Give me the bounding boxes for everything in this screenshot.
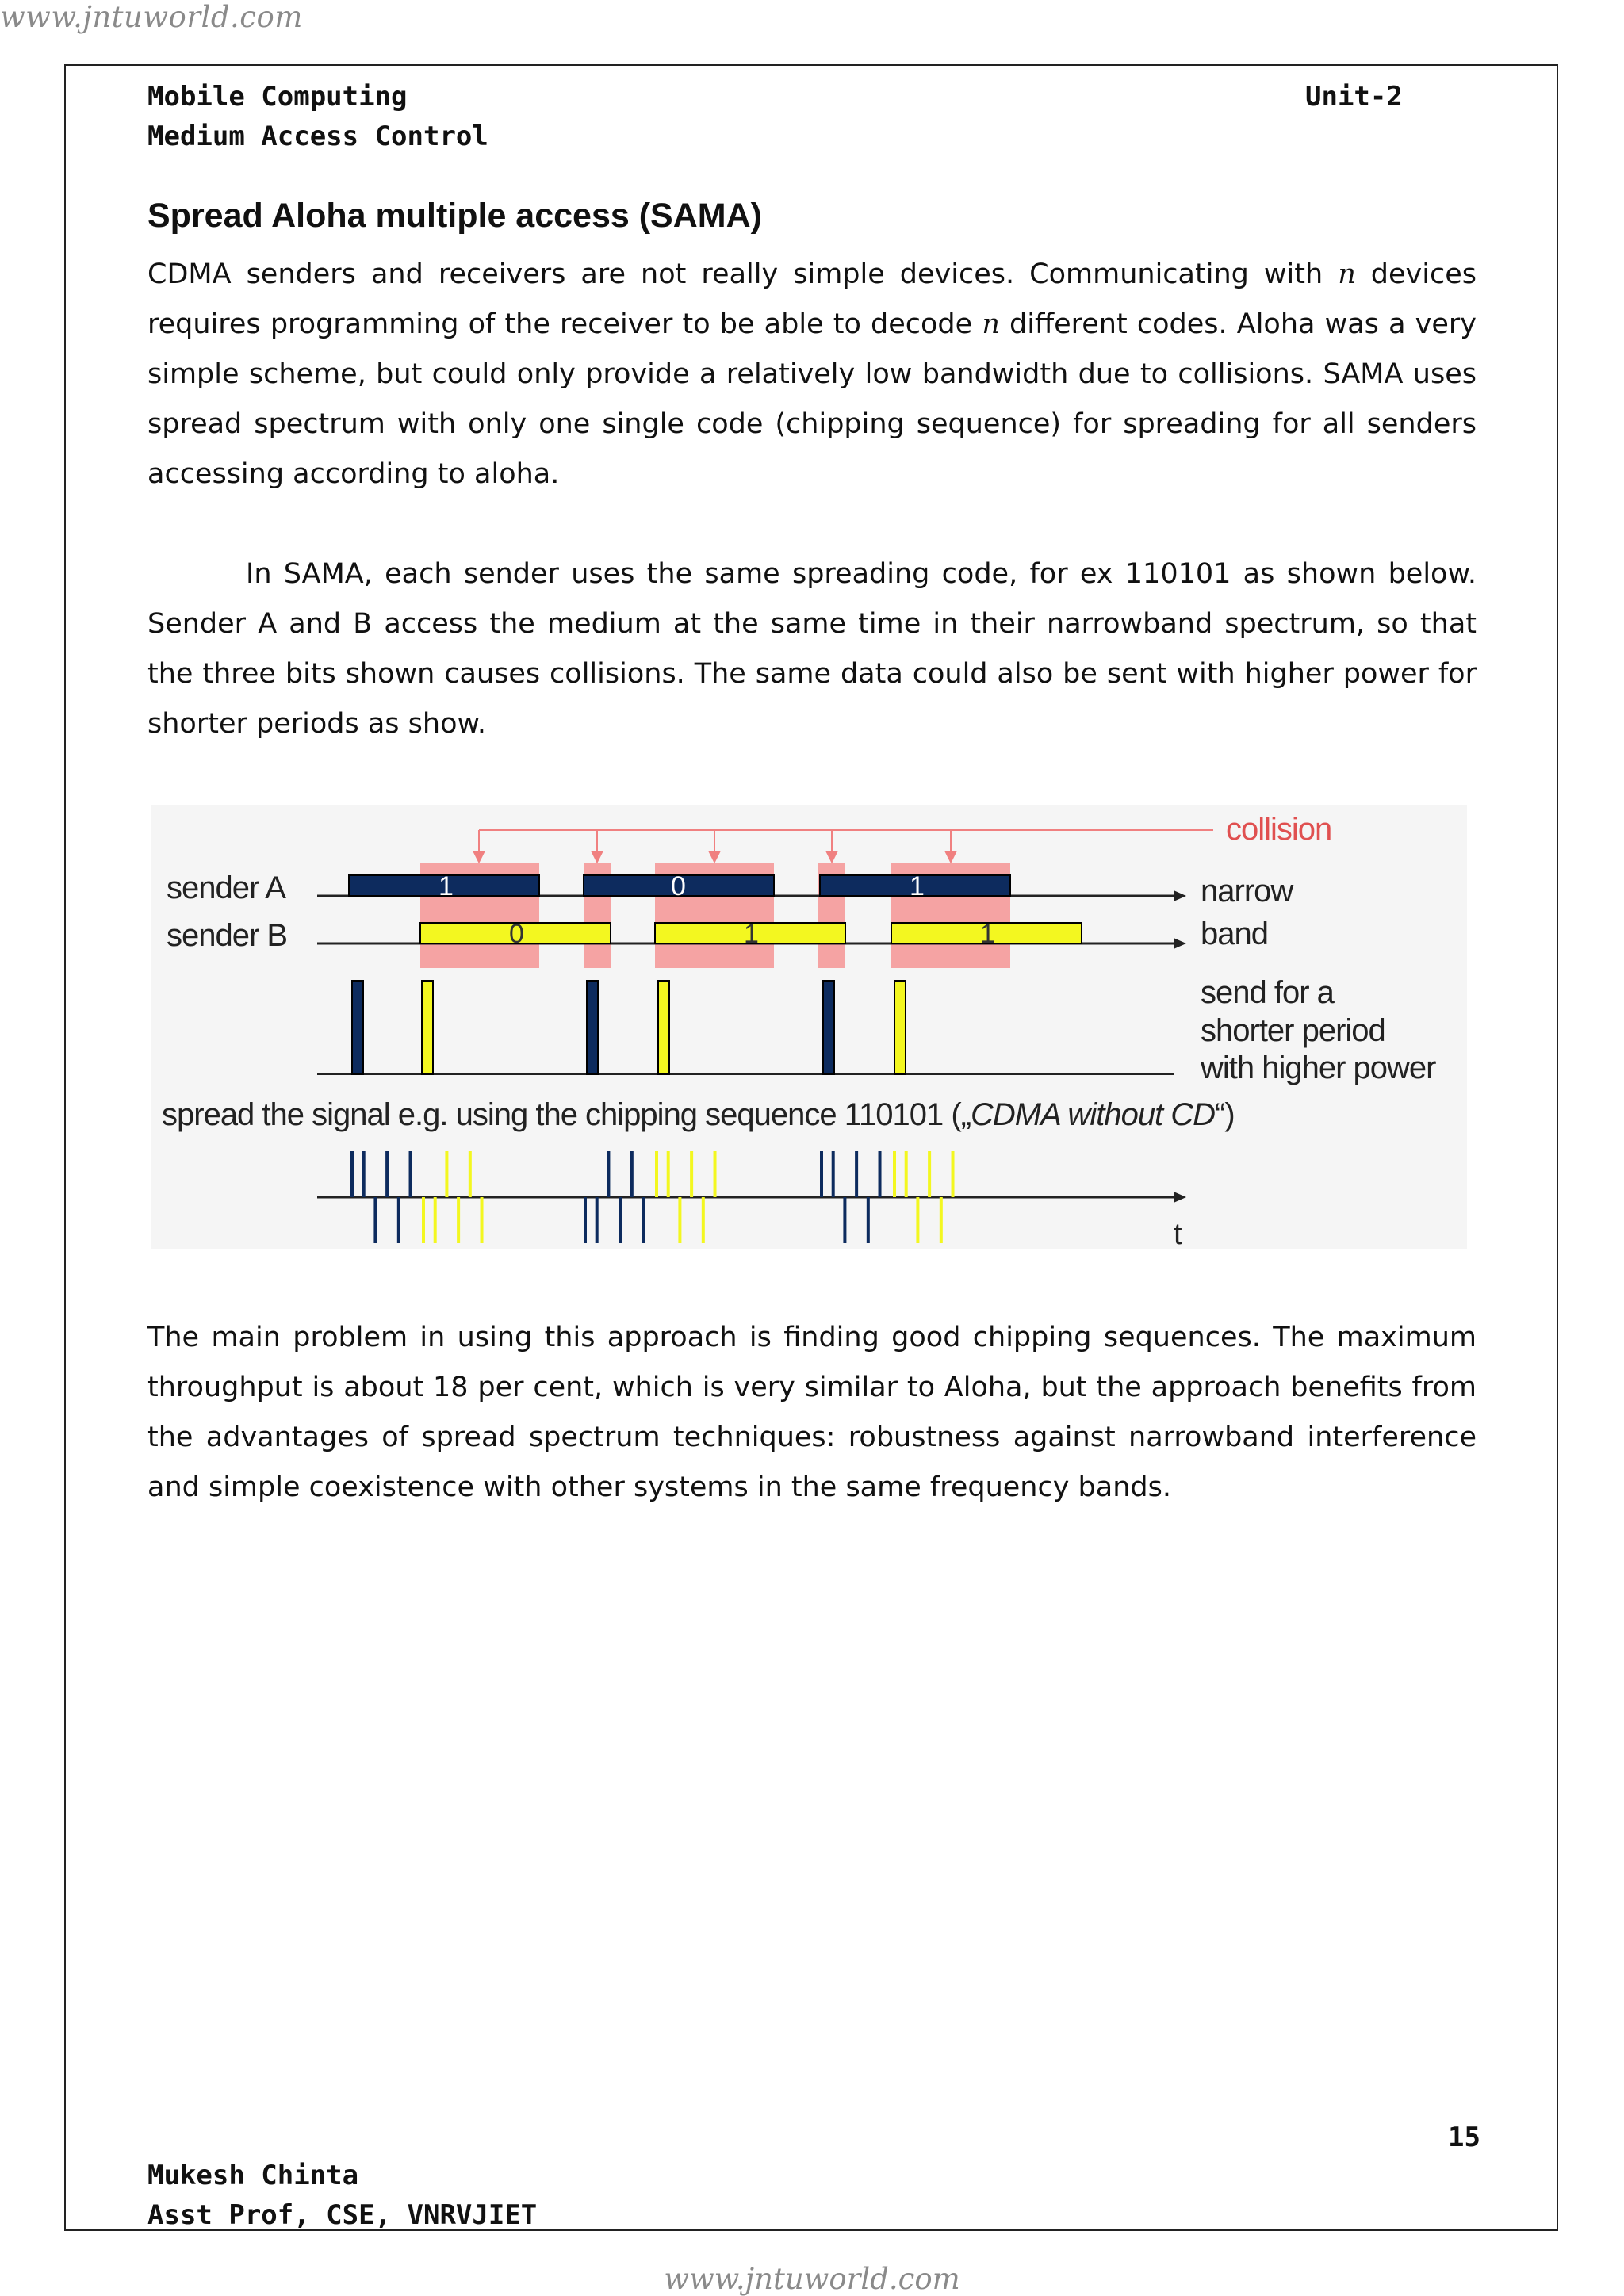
chip-pulse — [642, 1197, 645, 1243]
chip-pulse — [385, 1151, 389, 1197]
chip-pulse — [916, 1197, 919, 1243]
chip-pulse — [409, 1151, 412, 1197]
narrow-label: narrow — [1201, 874, 1293, 909]
chip-pulse — [619, 1197, 622, 1243]
header-unit: Unit-2 — [1305, 81, 1403, 113]
band-label: band — [1201, 916, 1268, 951]
sender-a-bit-3: 1 — [910, 871, 925, 901]
sender-b-bit-1: 0 — [509, 919, 524, 949]
watermark-top: www.jntuworld.com — [0, 0, 303, 34]
shorter-period-label-1: send for a — [1201, 975, 1334, 1010]
chip-pulse — [940, 1197, 943, 1243]
sender-a-pulse — [587, 981, 598, 1074]
chip-pulse — [457, 1197, 460, 1243]
collision-arrows — [474, 830, 956, 862]
paragraph-intro-text-1: CDMA senders and receivers are not really simple devices. Communicating with — [147, 258, 1339, 290]
sender-b-label: sender B — [167, 918, 288, 953]
chip-pulse — [469, 1151, 472, 1197]
chip-pulse — [905, 1151, 908, 1197]
chip-pulse — [373, 1197, 377, 1243]
header-topic: Medium Access Control — [147, 121, 488, 152]
paragraph-intro-text-3: different codes. Aloha was a very simple scheme, but could only provide a relatively low bandwidth due to collisions. SAMA uses spread spectrum with only one single code (chipping sequence) for spreading for all senders accessing according to aloha. — [147, 308, 1477, 490]
sender-b-pulse — [422, 981, 433, 1074]
sender-a-label: sender A — [167, 871, 285, 905]
chip-pulse — [422, 1197, 425, 1243]
chip-pulse — [350, 1151, 354, 1197]
chip-pulse — [678, 1197, 681, 1243]
sama-diagram-svg — [151, 805, 1467, 1249]
chip-pulse — [879, 1151, 882, 1197]
collision-label: collision — [1226, 812, 1332, 847]
chip-pulse — [893, 1151, 896, 1197]
sender-b-bit-3: 1 — [980, 919, 995, 949]
paragraph-sama: In SAMA, each sender uses the same spreading code, for ex 110101 as shown below. Sender A and B access the medium at the same time in their narrowband spectrum, so that the three bits shown causes collisions. The same data could also be sent with higher power for shorter periods as show. — [147, 558, 1477, 740]
chip-pulse — [667, 1151, 670, 1197]
footer-author: Mukesh Chinta — [147, 2160, 359, 2191]
chip-pulse — [630, 1151, 634, 1197]
watermark-bottom: www.jntuworld.com — [664, 2262, 960, 2296]
footer-designation: Asst Prof, CSE, VNRVJIET — [147, 2199, 538, 2231]
paragraph-intro-text-2: devices requires programming of the receiver to be able to decode — [147, 258, 1477, 340]
chip-pulse — [928, 1151, 931, 1197]
sender-b-bit-2: 1 — [744, 919, 759, 949]
chip-pulse — [690, 1151, 693, 1197]
section-title: Spread Aloha multiple access (SAMA) — [147, 197, 762, 235]
chip-pulse — [434, 1197, 437, 1243]
sender-b-arrow — [1174, 938, 1186, 949]
variable-n: n — [982, 308, 1000, 340]
spread-caption-italic: CDMA without CD — [971, 1097, 1216, 1132]
chip-pulse — [820, 1151, 823, 1197]
sender-a-pulse — [823, 981, 834, 1074]
chip-pulse — [952, 1151, 955, 1197]
chip-pulse — [843, 1197, 846, 1243]
chip-pulse — [832, 1151, 835, 1197]
chip-pulse — [655, 1151, 658, 1197]
chip-pulse — [481, 1197, 484, 1243]
spread-caption-main: spread the signal e.g. using the chipping sequence 110101 („ — [162, 1097, 971, 1132]
chip-pulse — [596, 1197, 599, 1243]
chip-pulse — [607, 1151, 610, 1197]
shorter-period-label-3: with higher power — [1201, 1050, 1436, 1085]
sender-a-pulse — [352, 981, 363, 1074]
sender-a-arrow — [1174, 890, 1186, 901]
shorter-period-label-2: shorter period — [1201, 1013, 1385, 1048]
sender-a-bit-1: 1 — [439, 871, 454, 901]
sender-b-pulse — [658, 981, 669, 1074]
sender-a-bit-2: 0 — [671, 871, 686, 901]
chip-pulse — [714, 1151, 717, 1197]
time-axis-label: t — [1174, 1218, 1182, 1249]
chip-pulse — [445, 1151, 448, 1197]
chip-pulse — [362, 1151, 366, 1197]
chip-pulse — [855, 1151, 858, 1197]
chip-axis-arrow — [1174, 1192, 1186, 1203]
chip-pulse — [584, 1197, 587, 1243]
page-number: 15 — [1448, 2122, 1480, 2153]
sama-diagram — [151, 805, 1467, 1249]
chip-pulse — [397, 1197, 400, 1243]
paragraph-conclusion: The main problem in using this approach is finding good chipping sequences. The maximum throughput is about 18 per cent, which is very similar to Aloha, but the approach benefits from the advantages of spread spectrum techniques: robustness against narrowband interference and simple coexistence with other systems in the same frequency bands. — [147, 1322, 1477, 1503]
spread-caption — [162, 1097, 1235, 1132]
chip-pulse — [867, 1197, 870, 1243]
variable-n: n — [1338, 258, 1356, 290]
spread-caption-end: “) — [1215, 1097, 1235, 1132]
sender-b-pulse — [894, 981, 906, 1074]
paragraph-intro — [147, 250, 1477, 499]
chip-pulse — [702, 1197, 705, 1243]
header-subject: Mobile Computing — [147, 81, 408, 113]
